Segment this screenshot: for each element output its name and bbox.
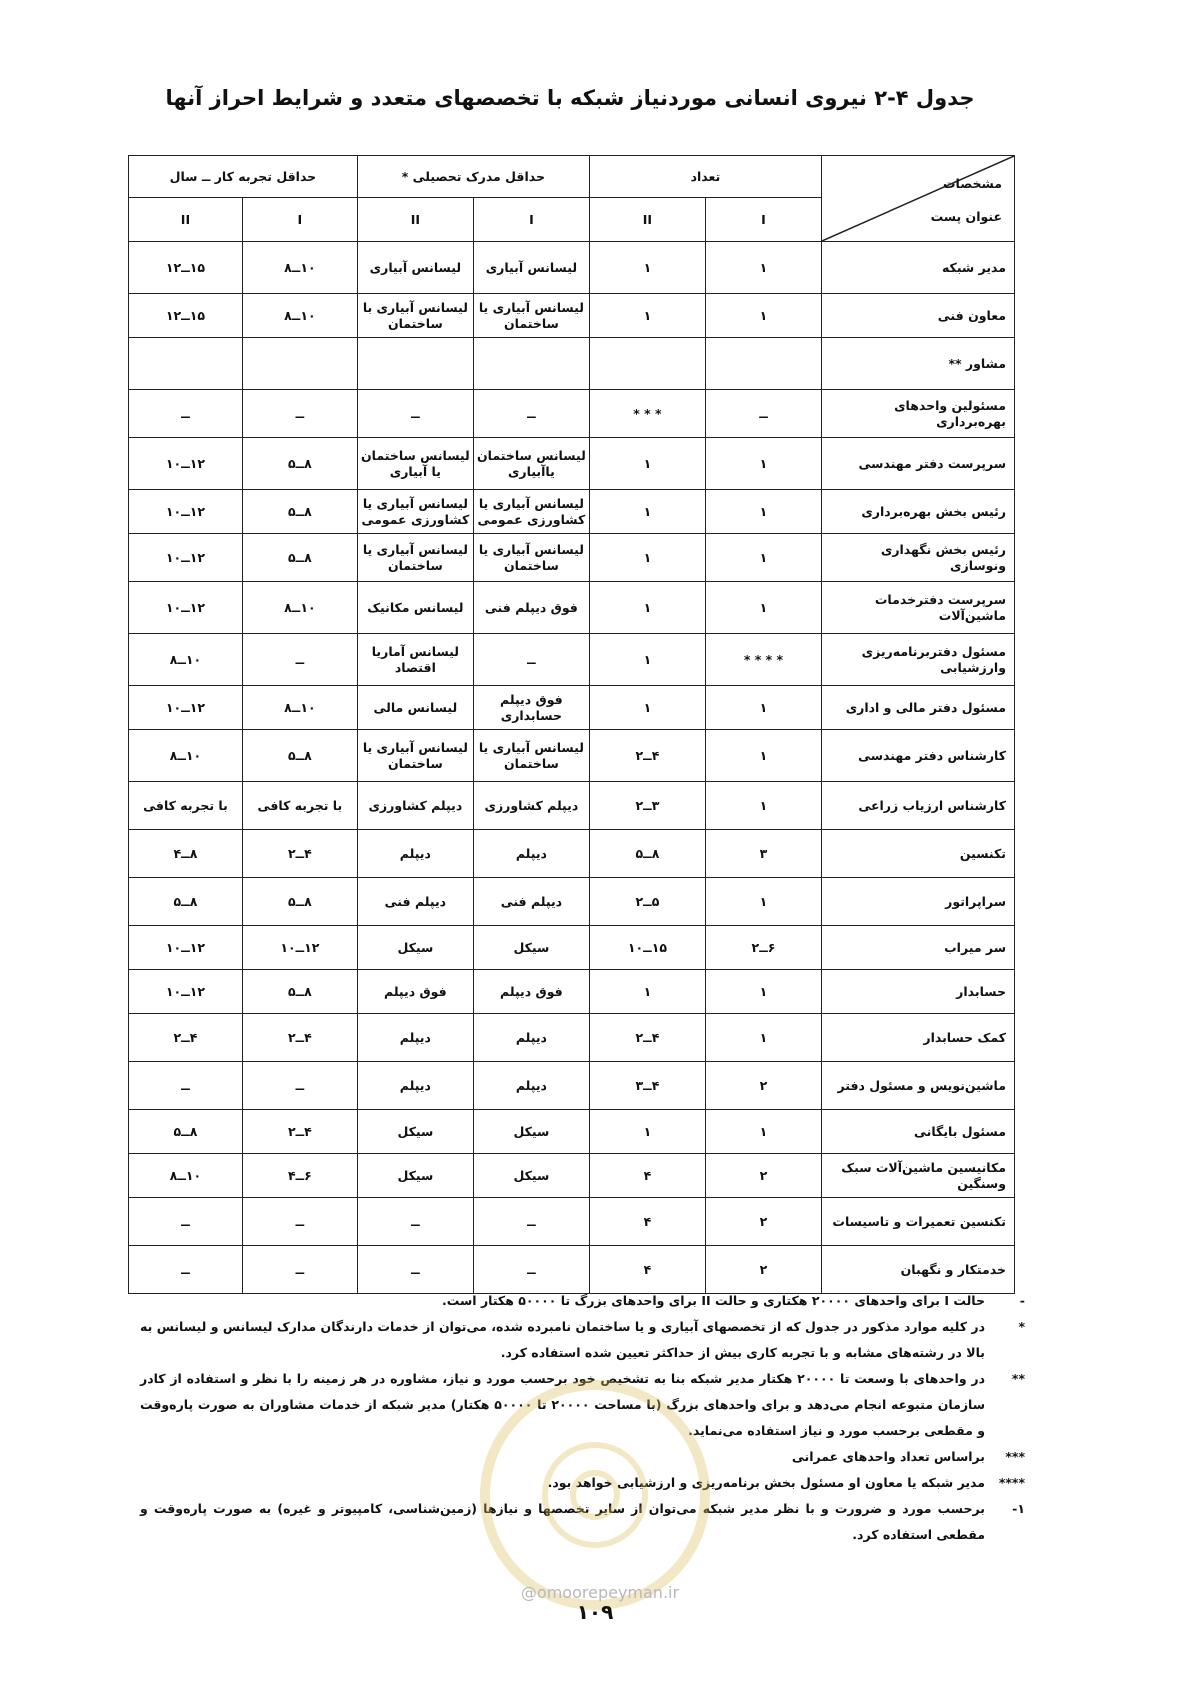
degree-case-1-cell: لیسانس آبیاری یا ساختمان xyxy=(473,730,589,782)
table-row xyxy=(129,1198,1015,1246)
degree-case-1-cell: لیسانس آبیاری یا ساختمان xyxy=(473,534,589,582)
post-title-cell: تکنسین xyxy=(821,830,1014,878)
count-case-1-cell: ۱ xyxy=(705,686,821,730)
count-case-1-cell: * * * * xyxy=(705,634,821,686)
degree-case-2-cell: لیسانس آماریا اقتصاد xyxy=(357,634,473,686)
degree-case-2-cell: لیسانس آبیاری با ساختمان xyxy=(357,294,473,338)
experience-case-1-cell: ۴ــ۲ xyxy=(242,1110,357,1154)
degree-case-1-cell: لیسانس آبیاری xyxy=(473,242,589,294)
count-case-1-cell: ۱ xyxy=(705,490,821,534)
experience-case-2-cell: ــ xyxy=(129,1246,243,1294)
experience-case-2-cell: ۸ــ۵ xyxy=(129,1110,243,1154)
count-case-2-cell: ۸ــ۵ xyxy=(589,830,705,878)
degree-case-2-cell: ــ xyxy=(357,390,473,438)
experience-case-2-cell: ۱۲ــ۱۰ xyxy=(129,490,243,534)
min-degree-header: حداقل مدرک تحصیلی * xyxy=(357,156,589,198)
experience-case-1: I xyxy=(242,198,357,242)
experience-case-1-cell: ۱۲ــ۱۰ xyxy=(242,926,357,970)
degree-case-1-cell: دیپلم فنی xyxy=(473,878,589,926)
post-title-cell: کارشناس دفتر مهندسی xyxy=(821,730,1014,782)
table-row xyxy=(129,878,1015,926)
degree-case-1-cell: فوق دیپلم xyxy=(473,970,589,1014)
degree-case-1-cell xyxy=(473,338,589,390)
table-row xyxy=(129,1062,1015,1110)
degree-case-2-cell: دیپلم xyxy=(357,830,473,878)
count-case-1-cell: ۲ xyxy=(705,1198,821,1246)
table-row xyxy=(129,1014,1015,1062)
degree-case-2-cell: لیسانس آبیاری یا ساختمان xyxy=(357,534,473,582)
count-case-2-cell: ۱۵ــ۱۰ xyxy=(589,926,705,970)
degree-case-1-cell: ــ xyxy=(473,390,589,438)
experience-case-1-cell: ۴ــ۲ xyxy=(242,830,357,878)
count-case-1-cell: ۲ xyxy=(705,1154,821,1198)
table-row xyxy=(129,438,1015,490)
degree-case-1-cell: سیکل xyxy=(473,1154,589,1198)
count-case-1-cell: ۲ xyxy=(705,1246,821,1294)
count-case-2-cell xyxy=(589,338,705,390)
post-title-cell: ماشین‌نویس و مسئول دفتر xyxy=(821,1062,1014,1110)
table-row xyxy=(129,338,1015,390)
post-title-cell: مسئول دفتربرنامه‌ریزی وارزشیابی xyxy=(821,634,1014,686)
experience-case-2-cell: ۱۲ــ۱۰ xyxy=(129,582,243,634)
experience-case-2-cell: ۱۲ــ۱۰ xyxy=(129,534,243,582)
experience-case-1-cell: ۸ــ۵ xyxy=(242,490,357,534)
experience-case-1-cell xyxy=(242,338,357,390)
degree-case-1-cell: ــ xyxy=(473,1198,589,1246)
table-row xyxy=(129,686,1015,730)
experience-case-1-cell: ۶ــ۴ xyxy=(242,1154,357,1198)
experience-case-2: II xyxy=(129,198,243,242)
experience-case-1-cell: ــ xyxy=(242,1198,357,1246)
page-number: ۱۰۹ xyxy=(576,1600,614,1624)
count-case-2-cell: ۳ــ۲ xyxy=(589,782,705,830)
count-case-2-cell: ۱ xyxy=(589,970,705,1014)
degree-case-2-cell: لیسانس آبیاری xyxy=(357,242,473,294)
table-row xyxy=(129,1246,1015,1294)
degree-case-2-cell: دیپلم فنی xyxy=(357,878,473,926)
count-case-1-cell: ۱ xyxy=(705,582,821,634)
footnote-text: در واحدهای با وسعت تا ۲۰۰۰۰ هکتار مدیر شبکه بنا به تشخیص خود برحسب مورد و نیاز، مشاوره در هر زمینه را با نظر و استفاده از کادر سازمان متبوعه انجام می‌دهد و برای واحدهای بزرگ (با مساحت ۲۰۰۰۰ تا ۵۰۰۰۰ هکتار) مدیر شبکه از خدمات مشاوران به صورت پاره‌وقت و مقطعی برحسب مورد و نیاز استفاده می‌نماید. xyxy=(140,1371,986,1438)
table-row xyxy=(129,970,1015,1014)
footnote-marker: **** xyxy=(998,1475,1025,1490)
count-case-2-cell: ۴ xyxy=(589,1198,705,1246)
count-case-1: I xyxy=(705,198,821,242)
degree-case-2-cell: سیکل xyxy=(357,926,473,970)
table-row xyxy=(129,294,1015,338)
count-case-1-cell: ۱ xyxy=(705,730,821,782)
count-case-2-cell: ۱ xyxy=(589,1110,705,1154)
post-title-cell: مدیر شبکه xyxy=(821,242,1014,294)
table-row xyxy=(129,730,1015,782)
degree-case-2-cell: سیکل xyxy=(357,1110,473,1154)
degree-case-1-cell: فوق دیپلم حسابداری xyxy=(473,686,589,730)
experience-case-2-cell: ۱۰ــ۸ xyxy=(129,730,243,782)
table-row xyxy=(129,390,1015,438)
degree-case-2-cell xyxy=(357,338,473,390)
experience-case-2-cell: ۱۲ــ۱۰ xyxy=(129,438,243,490)
experience-case-1-cell: ۸ــ۵ xyxy=(242,438,357,490)
footnote xyxy=(140,1314,1025,1366)
count-case-1-cell: ۱ xyxy=(705,438,821,490)
footnote-marker: - xyxy=(1019,1293,1025,1308)
page-title: جدول ۴-۲ نیروی انسانی موردنیاز شبکه با تخصصهای متعدد و شرایط احراز آنها xyxy=(165,86,975,110)
degree-case-1-cell: ــ xyxy=(473,634,589,686)
degree-case-2-cell: دیپلم کشاورزی xyxy=(357,782,473,830)
footnote-text: مدیر شبکه یا معاون او مسئول بخش برنامه‌ریزی و ارزشیابی خواهد بود. xyxy=(547,1475,985,1490)
experience-case-1-cell: ــ xyxy=(242,390,357,438)
degree-case-1-cell: فوق دیپلم فنی xyxy=(473,582,589,634)
degree-case-1: I xyxy=(473,198,589,242)
experience-case-1-cell: ــ xyxy=(242,1062,357,1110)
degree-case-2-cell: ــ xyxy=(357,1198,473,1246)
degree-case-1-cell: لیسانس آبیاری یا ساختمان xyxy=(473,294,589,338)
experience-case-1-cell: ۱۰ــ۸ xyxy=(242,686,357,730)
staff-table-container xyxy=(128,155,1015,1294)
experience-case-2-cell: ۱۰ــ۸ xyxy=(129,634,243,686)
min-experience-header: حداقل تجربه کار ــ سال xyxy=(129,156,358,198)
footnote-text: برحسب مورد و ضرورت و با نظر مدیر شبکه می‌توان از سایر تخصصها و نیازها (زمین‌شناسی، کامپیوتر و غیره) به صورت پاره‌وقت و مقطعی استفاده کرد. xyxy=(140,1501,985,1542)
count-header: تعداد xyxy=(589,156,821,198)
table-row xyxy=(129,534,1015,582)
experience-case-2-cell xyxy=(129,338,243,390)
count-case-1-cell: ۱ xyxy=(705,1110,821,1154)
count-case-1-cell xyxy=(705,338,821,390)
degree-case-1-cell: ــ xyxy=(473,1246,589,1294)
degree-case-2-cell: دیپلم xyxy=(357,1062,473,1110)
post-title-cell: رئیس بخش بهره‌برداری xyxy=(821,490,1014,534)
degree-case-2-cell: لیسانس آبیاری یا ساختمان xyxy=(357,730,473,782)
degree-case-2: II xyxy=(357,198,473,242)
experience-case-2-cell: ــ xyxy=(129,1062,243,1110)
experience-case-2-cell: ۱۰ــ۸ xyxy=(129,1154,243,1198)
post-title-cell: سرپرست دفتر مهندسی xyxy=(821,438,1014,490)
table-row xyxy=(129,582,1015,634)
post-title-cell: مسئول دفتر مالی و اداری xyxy=(821,686,1014,730)
experience-case-2-cell: ۱۵ــ۱۲ xyxy=(129,242,243,294)
count-case-1-cell: ــ xyxy=(705,390,821,438)
experience-case-2-cell: ــ xyxy=(129,390,243,438)
footnote-text: حالت I برای واحدهای ۲۰۰۰۰ هکتاری و حالت II برای واحدهای بزرگ تا ۵۰۰۰۰ هکتار است. xyxy=(442,1293,985,1308)
post-title-cell: معاون فنی xyxy=(821,294,1014,338)
experience-case-2-cell: ۱۲ــ۱۰ xyxy=(129,926,243,970)
staff-table xyxy=(128,155,1015,1294)
count-case-1-cell: ۱ xyxy=(705,878,821,926)
count-case-1-cell: ۱ xyxy=(705,534,821,582)
post-title-cell: سراپراتور xyxy=(821,878,1014,926)
degree-case-1-cell: لیسانس ساختمان یاآبیاری xyxy=(473,438,589,490)
table-row xyxy=(129,242,1015,294)
count-case-2-cell: ۴ xyxy=(589,1246,705,1294)
count-case-2-cell: ۴ــ۲ xyxy=(589,1014,705,1062)
count-case-2-cell: ۱ xyxy=(589,582,705,634)
footnote-text: در کلیه موارد مذکور در جدول که از تخصصهای آبیاری و یا ساختمان نامبرده شده، می‌توان از خدمات دارندگان مدارک لیسانس و لیسانس به بالا در رشته‌های مشابه و با تجربه کاری بیش از حداکثر تعیین شده استفاده کرد. xyxy=(140,1319,985,1360)
experience-case-2-cell: با تجربه کافی xyxy=(129,782,243,830)
table-row xyxy=(129,490,1015,534)
watermark-emblem-icon xyxy=(535,1435,655,1555)
footnote-marker: *** xyxy=(1005,1449,1025,1464)
degree-case-1-cell: دیپلم xyxy=(473,830,589,878)
count-case-1-cell: ۶ــ۲ xyxy=(705,926,821,970)
experience-case-1-cell: ۸ــ۵ xyxy=(242,534,357,582)
footnote xyxy=(140,1288,1025,1314)
degree-case-2-cell: فوق دیپلم xyxy=(357,970,473,1014)
experience-case-1-cell: با تجربه کافی xyxy=(242,782,357,830)
count-case-2-cell: ۴ xyxy=(589,1154,705,1198)
post-title-cell: تکنسین تعمیرات و تاسیسات xyxy=(821,1198,1014,1246)
post-title-cell: سرپرست دفترخدمات ماشین‌آلات xyxy=(821,582,1014,634)
post-title-cell: رئیس بخش نگهداری ونوسازی xyxy=(821,534,1014,582)
post-title-cell: مشاور ** xyxy=(821,338,1014,390)
watermark-seal xyxy=(480,1380,710,1610)
count-case-2-cell: ۱ xyxy=(589,242,705,294)
count-case-2-cell: ۱ xyxy=(589,438,705,490)
degree-case-1-cell: سیکل xyxy=(473,926,589,970)
degree-case-2-cell: دیپلم xyxy=(357,1014,473,1062)
count-case-2-cell: ۴ــ۲ xyxy=(589,730,705,782)
count-case-2-cell: ۱ xyxy=(589,686,705,730)
experience-case-1-cell: ۸ــ۵ xyxy=(242,878,357,926)
degree-case-1-cell: دیپلم کشاورزی xyxy=(473,782,589,830)
count-case-2-cell: ۱ xyxy=(589,490,705,534)
table-row xyxy=(129,634,1015,686)
experience-case-2-cell: ۱۲ــ۱۰ xyxy=(129,970,243,1014)
count-case-2-cell: * * * xyxy=(589,390,705,438)
count-case-1-cell: ۳ xyxy=(705,830,821,878)
count-case-2-cell: ۵ــ۲ xyxy=(589,878,705,926)
degree-case-2-cell: لیسانس مالی xyxy=(357,686,473,730)
degree-case-2-cell: لیسانس مکانیک xyxy=(357,582,473,634)
table-row xyxy=(129,782,1015,830)
count-case-2-cell: ۱ xyxy=(589,294,705,338)
degree-case-2-cell: سیکل xyxy=(357,1154,473,1198)
count-case-1-cell: ۱ xyxy=(705,782,821,830)
experience-case-2-cell: ۸ــ۴ xyxy=(129,830,243,878)
degree-case-1-cell: سیکل xyxy=(473,1110,589,1154)
experience-case-2-cell: ۱۲ــ۱۰ xyxy=(129,686,243,730)
post-title-cell: حسابدار xyxy=(821,970,1014,1014)
footnote-marker: * xyxy=(1018,1319,1025,1334)
footnote-marker: ۱- xyxy=(1012,1501,1025,1516)
watermark-site: @omoorepeyman.ir xyxy=(520,1583,680,1602)
post-title-cell: مسئولین واحدهای بهره‌برداری xyxy=(821,390,1014,438)
count-case-2: II xyxy=(589,198,705,242)
characteristics-label: مشخصات xyxy=(942,176,1002,191)
table-row xyxy=(129,830,1015,878)
experience-case-1-cell: ۸ــ۵ xyxy=(242,730,357,782)
degree-case-1-cell: لیسانس آبیاری یا کشاورزی عمومی xyxy=(473,490,589,534)
table-row xyxy=(129,1110,1015,1154)
experience-case-1-cell: ۱۰ــ۸ xyxy=(242,294,357,338)
footnote-text: براساس تعداد واحدهای عمرانی xyxy=(791,1449,985,1464)
table-body xyxy=(129,242,1015,1294)
experience-case-1-cell: ۱۰ــ۸ xyxy=(242,242,357,294)
experience-case-1-cell: ۱۰ــ۸ xyxy=(242,582,357,634)
post-title-cell: خدمتکار و نگهبان xyxy=(821,1246,1014,1294)
corner-header xyxy=(821,156,1014,242)
table-row xyxy=(129,926,1015,970)
experience-case-1-cell: ۴ــ۲ xyxy=(242,1014,357,1062)
experience-case-1-cell: ۸ــ۵ xyxy=(242,970,357,1014)
count-case-2-cell: ۴ــ۳ xyxy=(589,1062,705,1110)
degree-case-2-cell: لیسانس ساختمان یا آبیاری xyxy=(357,438,473,490)
diagonal-line xyxy=(822,156,1014,241)
post-title-cell: مکانیسین ماشین‌آلات سبک وسنگین xyxy=(821,1154,1014,1198)
post-title-cell: مسئول بایگانی xyxy=(821,1110,1014,1154)
count-case-1-cell: ۱ xyxy=(705,242,821,294)
count-case-1-cell: ۱ xyxy=(705,1014,821,1062)
experience-case-2-cell: ۴ــ۲ xyxy=(129,1014,243,1062)
degree-case-1-cell: دیپلم xyxy=(473,1062,589,1110)
experience-case-2-cell: ۸ــ۵ xyxy=(129,878,243,926)
experience-case-1-cell: ــ xyxy=(242,634,357,686)
post-title-cell: سر میراب xyxy=(821,926,1014,970)
experience-case-2-cell: ــ xyxy=(129,1198,243,1246)
experience-case-2-cell: ۱۵ــ۱۲ xyxy=(129,294,243,338)
experience-case-1-cell: ــ xyxy=(242,1246,357,1294)
count-case-1-cell: ۱ xyxy=(705,970,821,1014)
count-case-2-cell: ۱ xyxy=(589,534,705,582)
post-title-cell: کارشناس ارزیاب زراعی xyxy=(821,782,1014,830)
table-row xyxy=(129,1154,1015,1198)
degree-case-1-cell: دیپلم xyxy=(473,1014,589,1062)
count-case-2-cell: ۱ xyxy=(589,634,705,686)
count-case-1-cell: ۲ xyxy=(705,1062,821,1110)
count-case-1-cell: ۱ xyxy=(705,294,821,338)
post-title-cell: کمک حسابدار xyxy=(821,1014,1014,1062)
degree-case-2-cell: لیسانس آبیاری یا کشاورزی عمومی xyxy=(357,490,473,534)
post-title-label: عنوان پست xyxy=(930,209,1002,225)
degree-case-2-cell: ــ xyxy=(357,1246,473,1294)
footnote-marker: ** xyxy=(1011,1371,1025,1386)
